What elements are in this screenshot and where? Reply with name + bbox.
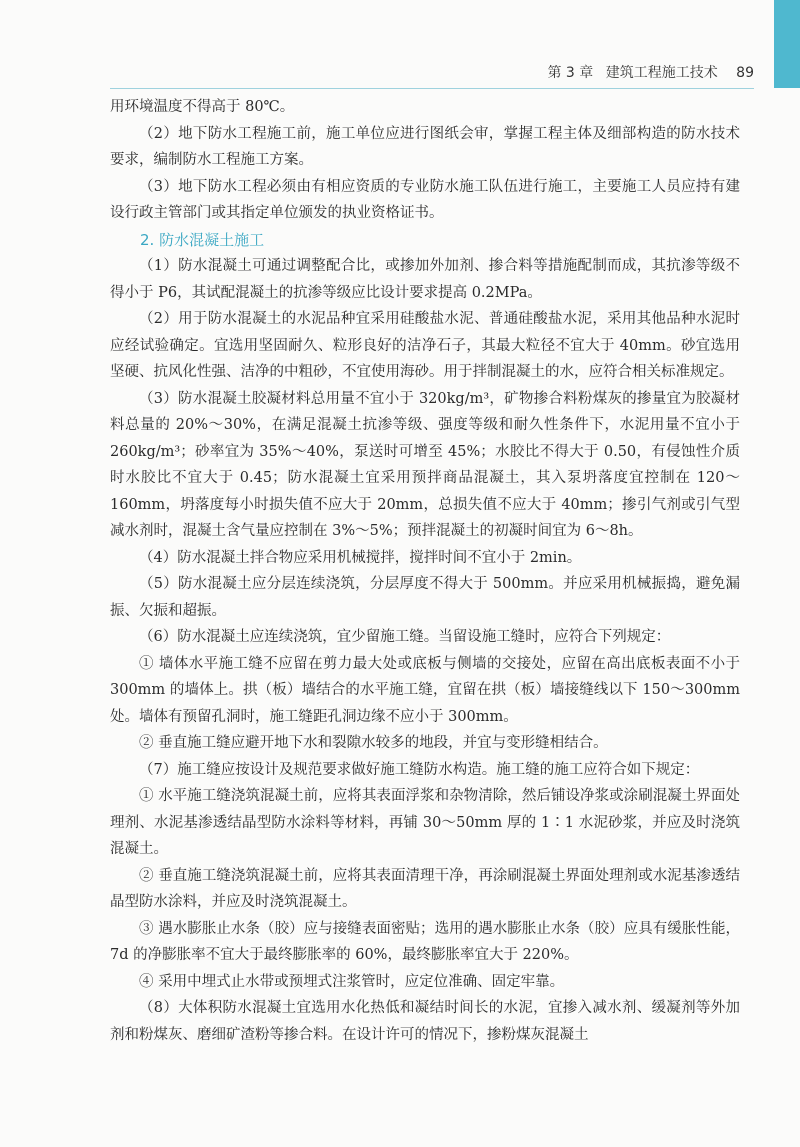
chapter-title: 建筑工程施工技术 xyxy=(605,65,718,81)
paragraph: （2）地下防水工程施工前，施工单位应进行图纸会审，掌握工程主体及细部构造的防水技术要求，编制防水工程施工方案。 xyxy=(110,125,740,168)
paragraph: （1）防水混凝土可通过调整配合比，或掺加外加剂、掺合料等措施配制而成，其抗渗等级不得小于 P6，其试配混凝土的抗渗等级应比设计要求提高 0.2MPa。 xyxy=(110,258,740,301)
paragraph: （3）地下防水工程必须由有相应资质的专业防水施工队伍进行施工，主要施工人员应持有建设行政主管部门或其指定单位颁发的执业资格证书。 xyxy=(110,178,740,221)
paragraph: ① 墙体水平施工缝不应留在剪力最大处或底板与侧墙的交接处，应留在高出底板表面不小于 300mm 的墙体上。拱（板）墙结合的水平施工缝，宜留在拱（板）墙接缝线以下 150～300mm 处。墙体有预留孔洞时，施工缝距孔洞边缘不应小于 300mm。 xyxy=(110,655,740,725)
section-heading: 2. 防水混凝土施工 xyxy=(140,230,265,249)
paragraph: （4）防水混凝土拌合物应采用机械搅拌，搅拌时间不宜小于 2min。 xyxy=(139,549,582,566)
paragraph: （3）防水混凝土胶凝材料总用量不宜小于 320kg/m³，矿物掺合料粉煤灰的掺量宜为胶凝材料总量的 20%～30%，在满足混凝土抗渗等级、强度等级和耐久性条件下，水泥用量不宜小于 260kg/m³；砂率宜为 35%～40%，泵送时可增至 45%；水胶比不得大于 0.50，有侵蚀性介质时水胶比不宜大于 0.45；防水混凝土宜采用预拌商品混凝土，其入泵坍落度宜控制在 120～160mm，坍落度每小时损失值不应大于 20mm，总损失值不应大于 40mm；掺引气剂或引气型减水剂时，混凝土含气量应控制在 3%～5%；预拌混凝土的初凝时间宜为 6～8h。 xyxy=(110,390,740,539)
paragraph: （6）防水混凝土应连续浇筑，宜少留施工缝。当留设施工缝时，应符合下列规定： xyxy=(139,629,671,645)
page-body xyxy=(110,94,740,1048)
paragraph: （8）大体积防水混凝土宜选用水化热低和凝结时间长的水泥，宜掺入减水剂、缓凝剂等外加剂和粉煤灰、磨细矿渣粉等掺合料。在设计许可的情况下，掺粉煤灰混凝土 xyxy=(110,1000,740,1043)
paragraph: ① 水平施工缝浇筑混凝土前，应将其表面浮浆和杂物清除，然后铺设净浆或涂刷混凝土界面处理剂、水泥基渗透结晶型防水涂料等材料，再铺 30～50mm 厚的 1∶1 水泥砂浆，并应及时浇筑混凝土。 xyxy=(110,788,740,857)
paragraph: ④ 采用中埋式止水带或预埋式注浆管时，应定位准确、固定牢靠。 xyxy=(139,973,565,990)
paragraph: 用环境温度不得高于 80℃。 xyxy=(110,99,295,115)
page-number: 89 xyxy=(736,65,754,81)
paragraph: ② 垂直施工缝浇筑混凝土前，应将其表面清理干净，再涂刷混凝土界面处理剂或水泥基渗透结晶型防水涂料，并应及时浇筑混凝土。 xyxy=(110,867,740,910)
chapter-side-tab xyxy=(774,0,800,88)
chapter-number: 第 3 章 xyxy=(547,65,594,81)
paragraph: （5）防水混凝土应分层连续浇筑，分层厚度不得大于 500mm。并应采用机械振捣，避免漏振、欠振和超振。 xyxy=(110,576,740,619)
paragraph: （7）施工缝应按设计及规范要求做好施工缝防水构造。施工缝的施工应符合如下规定： xyxy=(139,761,700,778)
paragraph: （2）用于防水混凝土的水泥品种宜采用硅酸盐水泥、普通硅酸盐水泥，采用其他品种水泥时应经试验确定。宜选用坚固耐久、粒形良好的洁净石子，其最大粒径不宜大于 40mm。砂宜选用坚硬、抗风化性强、洁净的中粗砂，不宜使用海砂。用于拌制混凝土的水，应符合相关标准规定。 xyxy=(110,311,740,380)
header-text xyxy=(547,62,754,82)
paragraph: ③ 遇水膨胀止水条（胶）应与接缝表面密贴；选用的遇水膨胀止水条（胶）应具有缓胀性能，7d 的净膨胀率不宜大于最终膨胀率的 60%，最终膨胀率宜大于 220%。 xyxy=(110,920,740,963)
paragraph: ② 垂直施工缝应避开地下水和裂隙水较多的地段，并宜与变形缝相结合。 xyxy=(139,735,608,751)
page-header xyxy=(110,58,754,89)
